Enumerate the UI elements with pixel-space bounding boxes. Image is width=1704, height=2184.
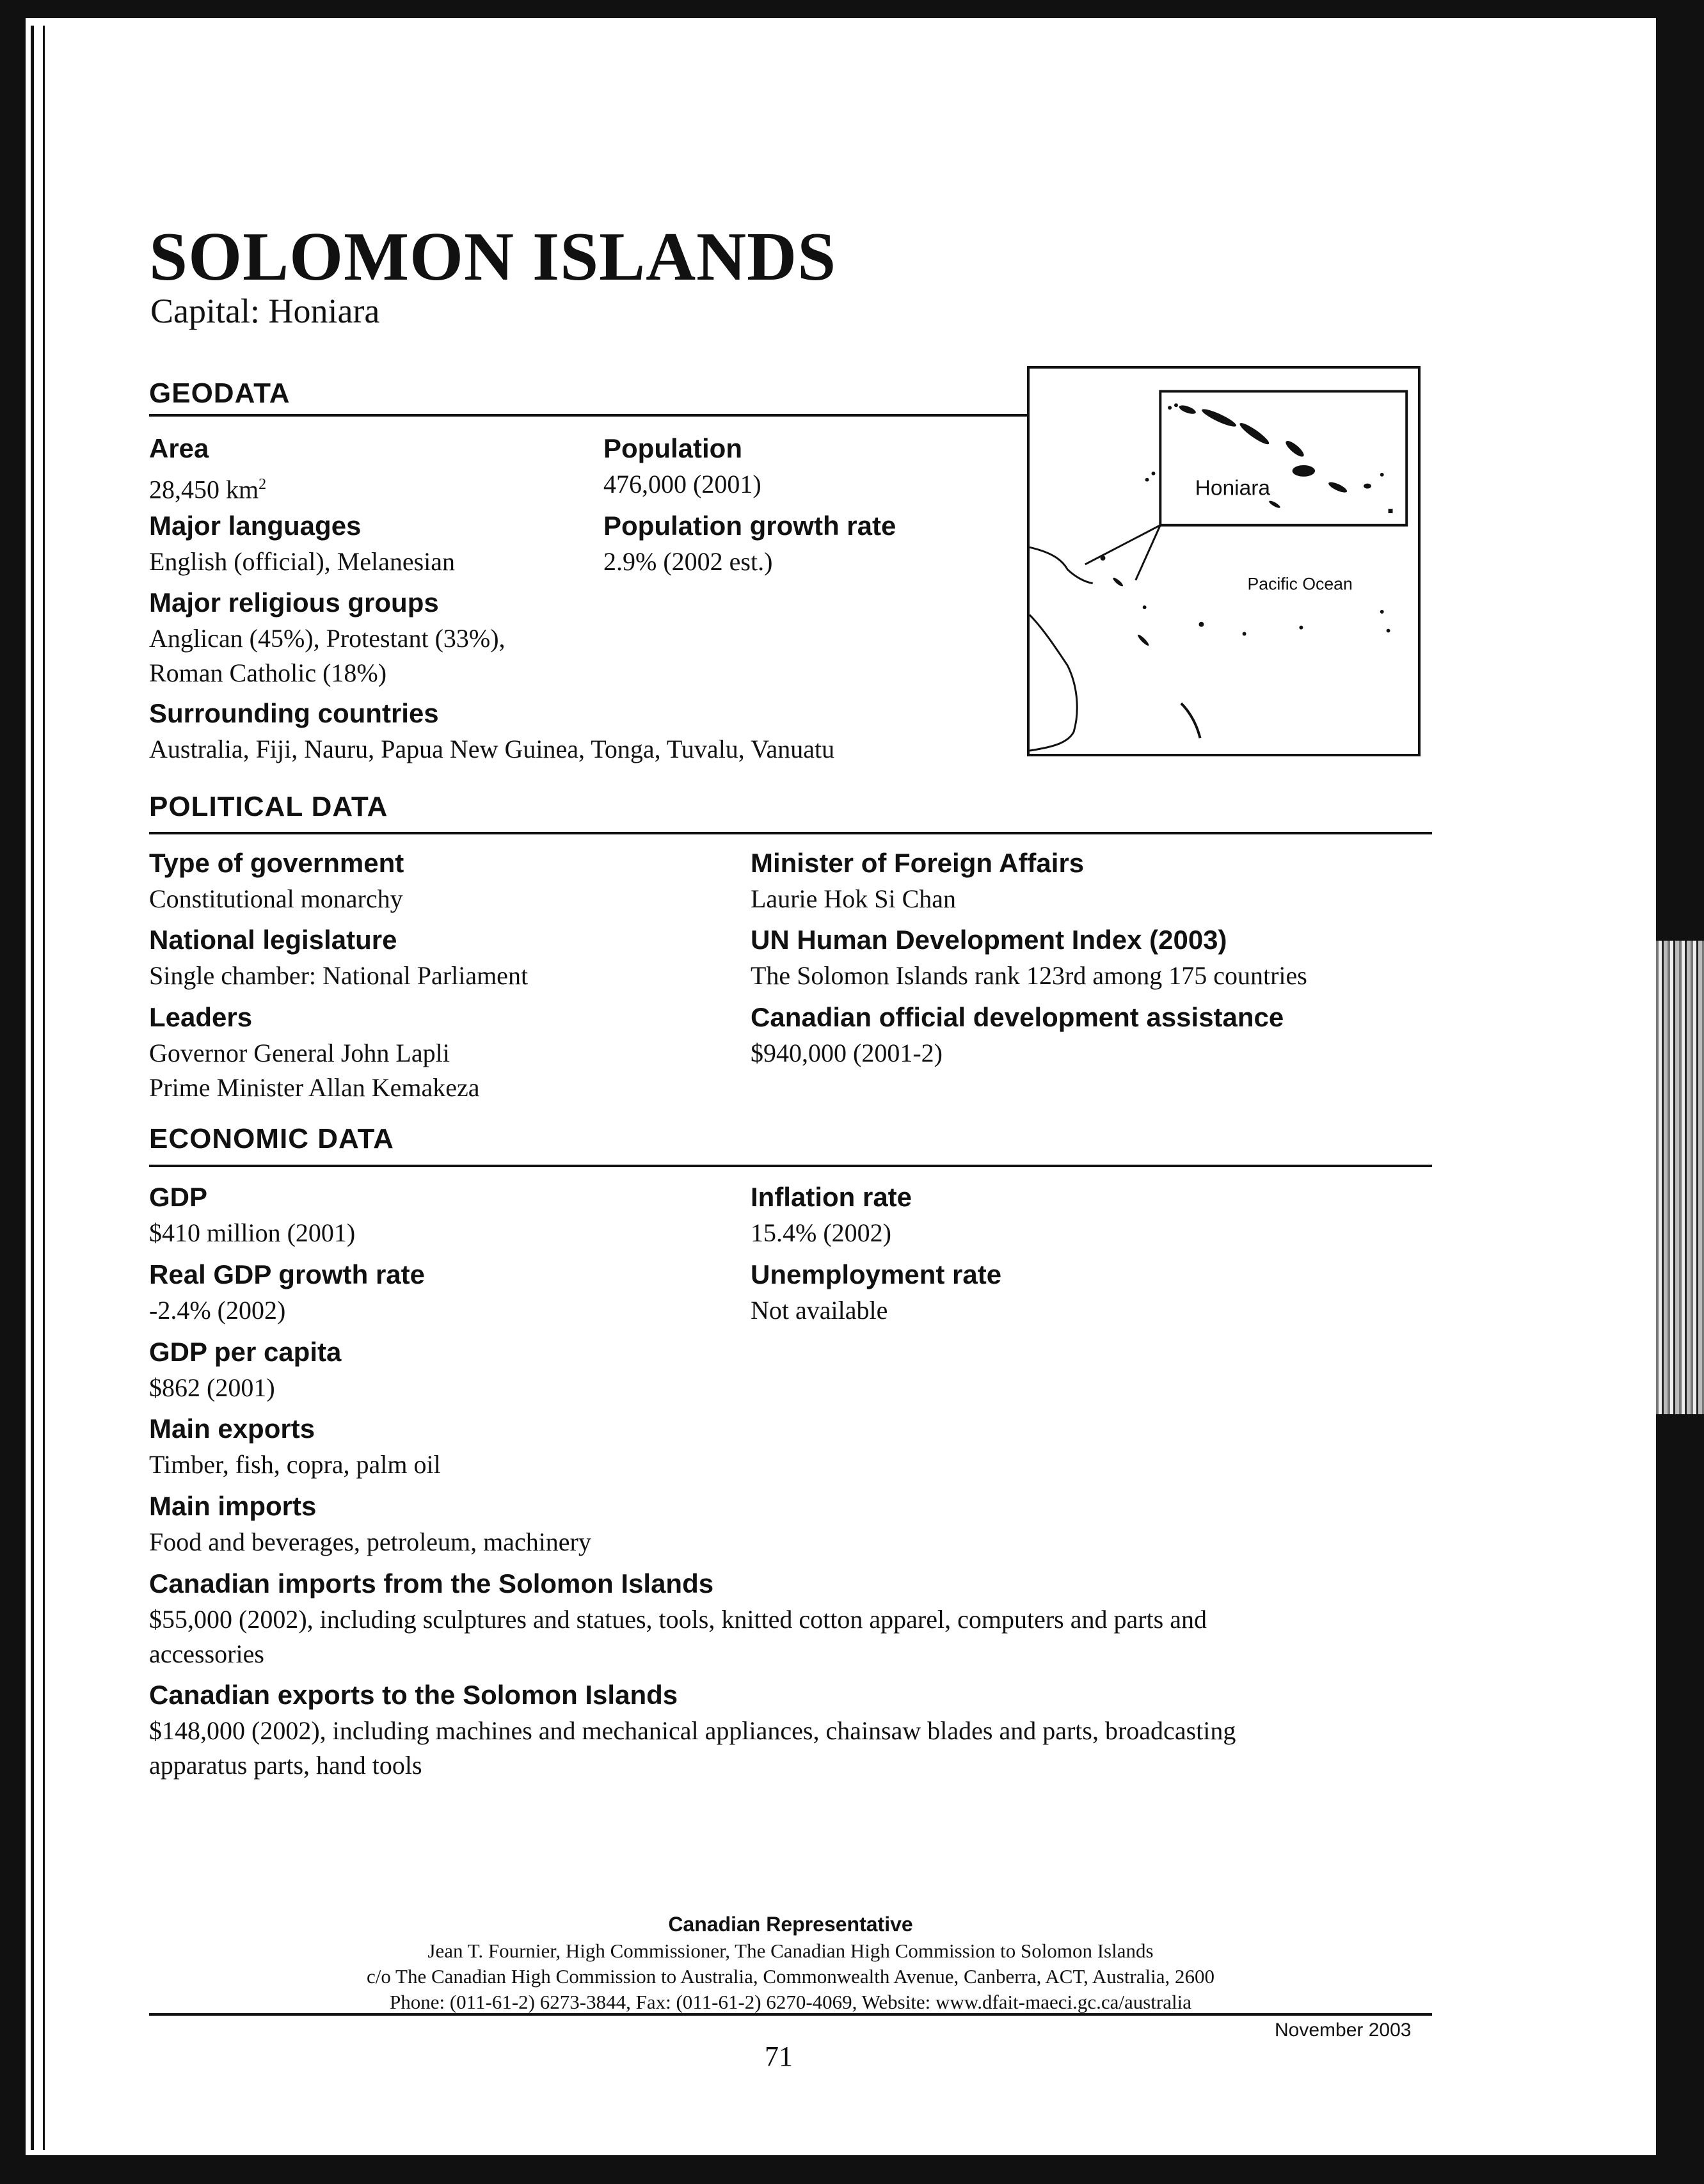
- gdp-capita-label: GDP per capita: [149, 1337, 342, 1367]
- hdi-label: UN Human Development Index (2003): [751, 925, 1227, 955]
- gdp-growth-label: Real GDP growth rate: [149, 1259, 425, 1289]
- area-number: 28,450 km: [149, 475, 259, 504]
- economic-heading: ECONOMIC DATA: [149, 1123, 394, 1154]
- area-superscript: 2: [259, 476, 267, 493]
- religion-field: [149, 584, 506, 690]
- gdp-growth-field: [149, 1256, 425, 1328]
- economic-rule: [149, 1165, 1432, 1167]
- representative-name: Jean T. Fournier, High Commissioner, The Canadian High Commission to Solomon Islands: [427, 1940, 1154, 1962]
- page-number: 71: [765, 2041, 793, 2072]
- gdp-growth-value: -2.4% (2002): [149, 1296, 286, 1325]
- area-value: [149, 467, 266, 507]
- religion-label: Major religious groups: [149, 587, 439, 618]
- imports-field: [149, 1488, 591, 1559]
- oda-field: [751, 999, 1284, 1071]
- exports-value: Timber, fish, copra, palm oil: [149, 1450, 441, 1479]
- gdp-field: [149, 1179, 355, 1250]
- legislature-value: Single chamber: National Parliament: [149, 961, 529, 990]
- australia-coastline: [1030, 615, 1077, 751]
- population-value: 476,000 (2001): [603, 470, 761, 498]
- minister-label: Minister of Foreign Affairs: [751, 848, 1085, 878]
- representative-title: Canadian Representative: [668, 1913, 913, 1936]
- map-ocean-label: Pacific Ocean: [1247, 574, 1353, 594]
- canadian-imports-line1: $55,000 (2002), including sculptures and statues, tools, knitted cotton apparel, computers and parts and: [149, 1605, 1207, 1634]
- languages-label: Major languages: [149, 511, 362, 541]
- area-label: Area: [149, 433, 209, 463]
- canadian-imports-field: [149, 1565, 1207, 1671]
- government-label: Type of government: [149, 848, 404, 878]
- gdp-capita-value: $862 (2001): [149, 1373, 275, 1402]
- gdp-label: GDP: [149, 1182, 208, 1212]
- leaders-line2: Prime Minister Allan Kemakeza: [149, 1073, 480, 1102]
- geodata-heading: GEODATA: [149, 378, 291, 409]
- minister-value: Laurie Hok Si Chan: [751, 884, 957, 913]
- political-rule: [149, 832, 1432, 834]
- oda-label: Canadian official development assistance: [751, 1002, 1284, 1032]
- canadian-imports-label: Canadian imports from the Solomon Islands: [149, 1568, 714, 1598]
- population-field: [603, 430, 761, 502]
- leaders-field: [149, 999, 480, 1105]
- imports-value: Food and beverages, petroleum, machinery: [149, 1527, 591, 1556]
- page-title: SOLOMON ISLANDS: [149, 219, 837, 295]
- legislature-field: [149, 921, 528, 993]
- growth-field: [603, 507, 896, 579]
- gdp-value: $410 million (2001): [149, 1218, 356, 1247]
- exports-label: Main exports: [149, 1414, 315, 1444]
- inset-box: [1160, 392, 1406, 525]
- gdp-capita-field: [149, 1334, 341, 1405]
- languages-field: [149, 507, 455, 579]
- unemployment-field: [751, 1256, 1001, 1328]
- inset-connector-right: [1136, 525, 1160, 580]
- surrounding-value: Australia, Fiji, Nauru, Papua New Guinea, Tonga, Tuvalu, Vanuatu: [149, 735, 835, 763]
- png-coastline: [1030, 547, 1093, 583]
- representative-address: c/o The Canadian High Commission to Australia, Commonwealth Avenue, Canberra, ACT, Australia, 2600: [366, 1965, 1215, 1988]
- population-label: Population: [603, 433, 742, 463]
- hdi-field: [751, 921, 1307, 993]
- growth-label: Population growth rate: [603, 511, 896, 541]
- legislature-label: National legislature: [149, 925, 397, 955]
- binding-spine: [31, 26, 45, 2150]
- minister-field: [751, 845, 1084, 916]
- religion-line2: Roman Catholic (18%): [149, 658, 387, 687]
- capital-subtitle: Capital: Honiara: [150, 292, 380, 330]
- hdi-value: The Solomon Islands rank 123rd among 175 countries: [751, 961, 1307, 990]
- government-value: Constitutional monarchy: [149, 884, 403, 913]
- geodata-rule: [149, 414, 1027, 417]
- inflation-label: Inflation rate: [751, 1182, 912, 1212]
- representative-contact: Phone: (011-61-2) 6273-3844, Fax: (011-61-2) 6270-4069, Website: www.dfait-maeci.gc.ca/australia: [390, 1991, 1191, 2013]
- location-map: [1027, 366, 1421, 756]
- oda-value: $940,000 (2001-2): [751, 1039, 943, 1067]
- inset-connector-left: [1085, 525, 1160, 564]
- inflation-field: [751, 1179, 912, 1250]
- scan-edge-artifact: [1656, 941, 1704, 1414]
- canadian-imports-line2: accessories: [149, 1639, 264, 1668]
- canadian-exports-label: Canadian exports to the Solomon Islands: [149, 1680, 678, 1710]
- new-caledonia: [1181, 703, 1200, 738]
- political-heading: POLITICAL DATA: [149, 791, 388, 822]
- growth-value: 2.9% (2002 est.): [603, 547, 773, 576]
- leaders-label: Leaders: [149, 1002, 253, 1032]
- surrounding-field: [149, 695, 834, 767]
- surrounding-label: Surrounding countries: [149, 698, 439, 728]
- footer-rule: [149, 2013, 1432, 2016]
- leaders-line1: Governor General John Lapli: [149, 1039, 450, 1067]
- publication-date: November 2003: [1275, 2020, 1412, 2041]
- government-field: [149, 845, 404, 916]
- languages-value: English (official), Melanesian: [149, 547, 456, 576]
- canadian-exports-line2: apparatus parts, hand tools: [149, 1751, 422, 1780]
- unemployment-value: Not available: [751, 1296, 888, 1325]
- area-field: [149, 430, 266, 507]
- inflation-value: 15.4% (2002): [751, 1218, 891, 1247]
- canadian-exports-line1: $148,000 (2002), including machines and mechanical appliances, chainsaw blades and parts, broadcasting: [149, 1716, 1236, 1745]
- canadian-exports-field: [149, 1677, 1236, 1783]
- unemployment-label: Unemployment rate: [751, 1259, 1002, 1289]
- religion-line1: Anglican (45%), Protestant (33%),: [149, 624, 506, 653]
- representative-footer: [149, 1910, 1432, 2015]
- exports-field: [149, 1410, 441, 1482]
- imports-label: Main imports: [149, 1491, 317, 1521]
- map-city-label: Honiara: [1195, 476, 1271, 500]
